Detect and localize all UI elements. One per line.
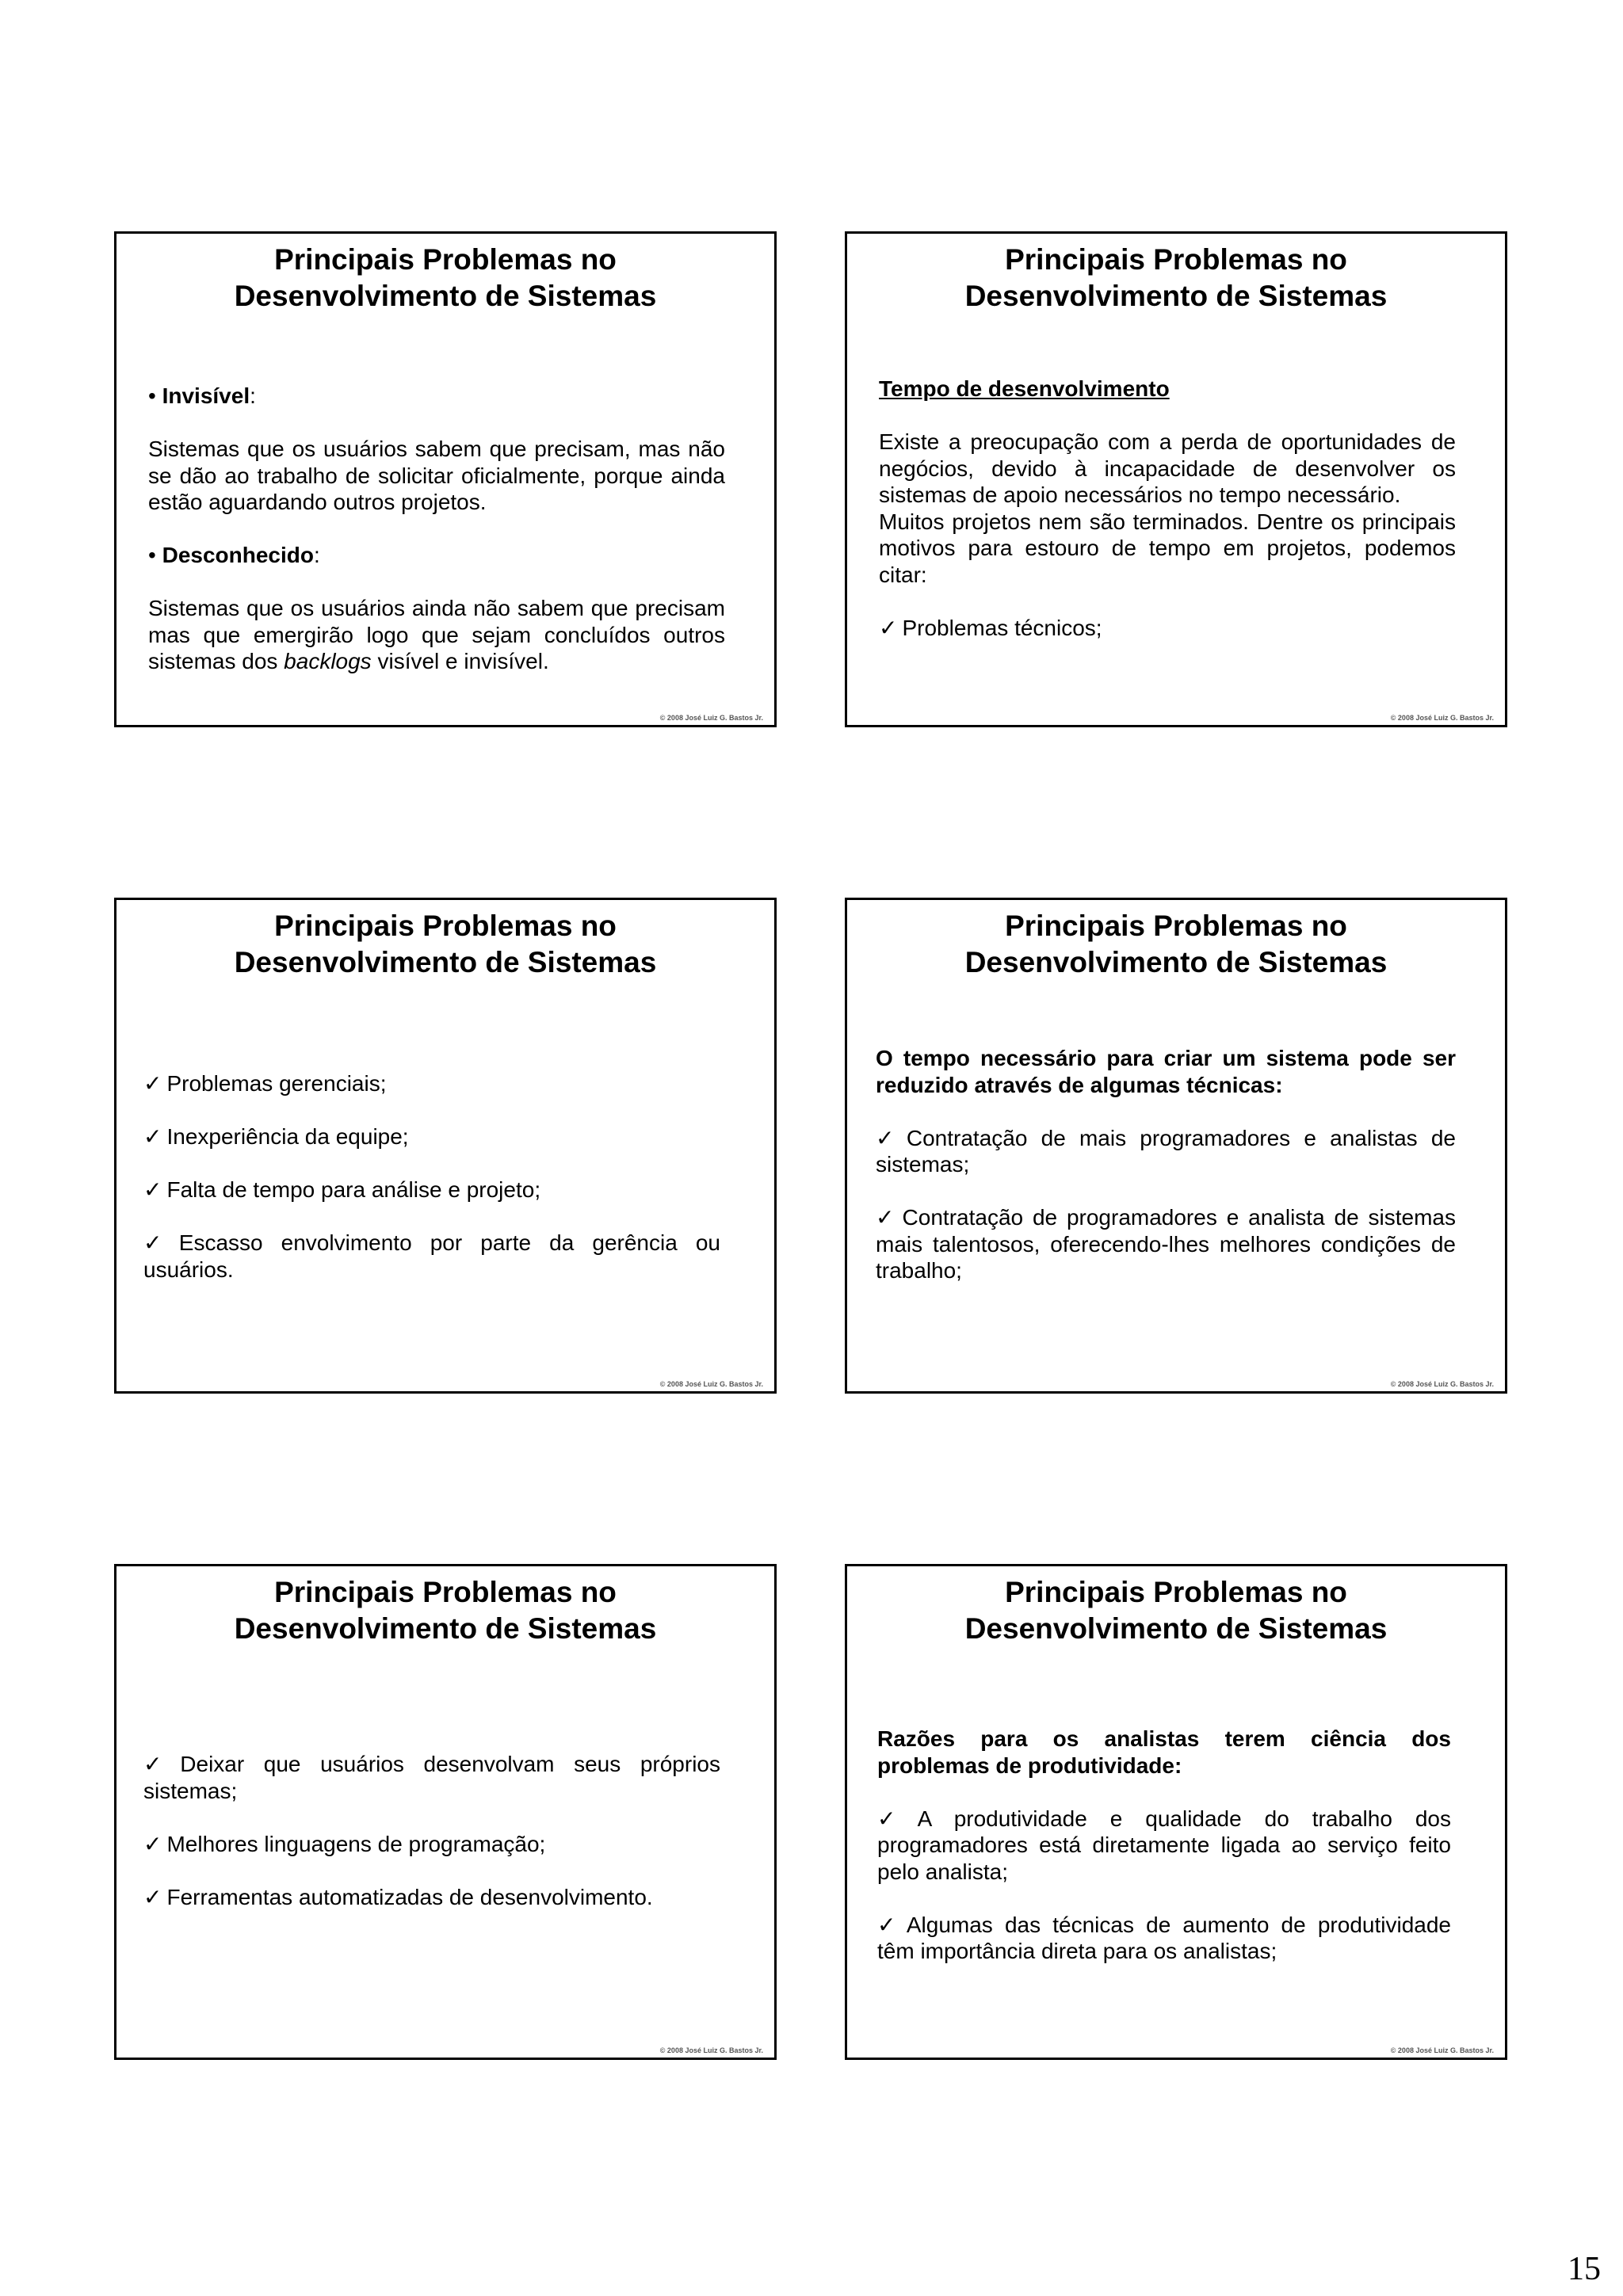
slide-4 bbox=[845, 898, 1507, 1394]
desconhecido-text: Sistemas que os usuários ainda não sabem que precisam mas que emergirão logo que sejam concluídos outros sistemas dos backlogs visível e invisível. bbox=[148, 596, 725, 673]
slide-title-line1: Principais Problemas no bbox=[274, 910, 617, 942]
slide-title-line1: Principais Problemas no bbox=[1005, 243, 1347, 276]
check-icon: ✓ bbox=[877, 1912, 902, 1937]
check-item: ✓ Escasso envolvimento por parte da gerência ou usuários. bbox=[143, 1230, 720, 1282]
section-heading: Razões para os analistas terem ciência dos problemas de produtividade: bbox=[877, 1726, 1451, 1778]
check-item: ✓ Problemas gerenciais; bbox=[143, 1071, 387, 1096]
check-icon: ✓ bbox=[143, 1831, 162, 1856]
slide-1 bbox=[114, 231, 777, 727]
slide-title-line1: Principais Problemas no bbox=[274, 1576, 617, 1608]
check-item: ✓ Inexperiência da equipe; bbox=[143, 1124, 409, 1149]
check-item: ✓ Problemas técnicos; bbox=[879, 615, 1102, 640]
slide-title-line2: Desenvolvimento de Sistemas bbox=[234, 1612, 657, 1645]
check-icon: ✓ bbox=[143, 1071, 162, 1096]
check-item: ✓ Deixar que usuários desenvolvam seus próprios sistemas; bbox=[143, 1752, 720, 1803]
slide-title bbox=[847, 908, 1505, 981]
slide-body bbox=[143, 1070, 720, 1283]
slide-title bbox=[116, 242, 774, 315]
slide-title-line1: Principais Problemas no bbox=[274, 243, 617, 276]
slide-title-line2: Desenvolvimento de Sistemas bbox=[964, 946, 1388, 978]
paragraph: Existe a preocupação com a perda de oportunidades de negócios, devido à incapacidade de desenvolver os sistemas de apoio necessários no tempo necessário. bbox=[879, 429, 1456, 507]
check-item: ✓ Contratação de programadores e analista de sistemas mais talentosos, oferecendo-lhes melhores condições de trabalho; bbox=[876, 1205, 1456, 1283]
slide-title-line2: Desenvolvimento de Sistemas bbox=[964, 1612, 1388, 1645]
check-icon: ✓ bbox=[143, 1884, 162, 1909]
slide-body bbox=[877, 1726, 1451, 1965]
section-heading: Tempo de desenvolvimento bbox=[879, 376, 1170, 401]
section-heading: O tempo necessário para criar um sistema pode ser reduzido através de algumas técnicas: bbox=[876, 1046, 1456, 1097]
slide-title bbox=[116, 1574, 774, 1647]
slide-3 bbox=[114, 898, 777, 1394]
invisivel-label: Invisível bbox=[162, 383, 250, 408]
copyright-notice: © 2008 José Luiz G. Bastos Jr. bbox=[1390, 1380, 1494, 1388]
check-item: ✓ Contratação de mais programadores e analistas de sistemas; bbox=[876, 1125, 1456, 1177]
slide-title-line1: Principais Problemas no bbox=[1005, 1576, 1347, 1608]
desconhecido-heading: • Desconhecido: bbox=[148, 543, 320, 567]
slide-title-line2: Desenvolvimento de Sistemas bbox=[234, 946, 657, 978]
slide-title-line2: Desenvolvimento de Sistemas bbox=[964, 280, 1388, 312]
check-icon: ✓ bbox=[143, 1752, 176, 1776]
check-item: ✓ A produtividade e qualidade do trabalho dos programadores está diretamente ligada ao serviço feito pelo analista; bbox=[877, 1806, 1451, 1884]
check-icon: ✓ bbox=[877, 1806, 913, 1831]
slide-title bbox=[116, 908, 774, 981]
check-item: ✓ Melhores linguagens de programação; bbox=[143, 1831, 546, 1856]
check-icon: ✓ bbox=[143, 1230, 174, 1255]
invisivel-text: Sistemas que os usuários sabem que precisam, mas não se dão ao trabalho de solicitar oficialmente, porque ainda estão aguardando outros projetos. bbox=[148, 437, 725, 514]
slide-5 bbox=[114, 1564, 777, 2060]
slide-title bbox=[847, 1574, 1505, 1647]
slide-body bbox=[876, 1045, 1456, 1284]
slide-title-line2: Desenvolvimento de Sistemas bbox=[234, 280, 657, 312]
check-item: ✓ Falta de tempo para análise e projeto; bbox=[143, 1177, 541, 1202]
slide-6 bbox=[845, 1564, 1507, 2060]
page-number: 15 bbox=[1568, 2251, 1601, 2287]
copyright-notice: © 2008 José Luiz G. Bastos Jr. bbox=[1390, 2046, 1494, 2054]
slide-title bbox=[847, 242, 1505, 315]
slide-body bbox=[148, 383, 725, 675]
desconhecido-label: Desconhecido bbox=[162, 543, 314, 567]
slide-title-line1: Principais Problemas no bbox=[1005, 910, 1347, 942]
copyright-notice: © 2008 José Luiz G. Bastos Jr. bbox=[659, 2046, 763, 2054]
check-icon: ✓ bbox=[143, 1124, 162, 1149]
check-icon: ✓ bbox=[876, 1125, 902, 1150]
slide-2 bbox=[845, 231, 1507, 727]
copyright-notice: © 2008 José Luiz G. Bastos Jr. bbox=[659, 714, 763, 722]
slide-body bbox=[879, 376, 1456, 641]
invisivel-heading: • Invisível: bbox=[148, 383, 256, 408]
copyright-notice: © 2008 José Luiz G. Bastos Jr. bbox=[659, 1380, 763, 1388]
check-item: ✓ Algumas das técnicas de aumento de produtividade têm importância direta para os analistas; bbox=[877, 1912, 1451, 1963]
slide-body bbox=[143, 1751, 720, 1910]
check-icon: ✓ bbox=[879, 615, 898, 640]
paragraph: Muitos projetos nem são terminados. Dentre os principais motivos para estouro de tempo em projetos, podemos citar: bbox=[879, 509, 1456, 587]
check-item: ✓ Ferramentas automatizadas de desenvolvimento. bbox=[143, 1884, 653, 1909]
copyright-notice: © 2008 José Luiz G. Bastos Jr. bbox=[1390, 714, 1494, 722]
check-icon: ✓ bbox=[876, 1205, 898, 1230]
check-icon: ✓ bbox=[143, 1177, 162, 1202]
